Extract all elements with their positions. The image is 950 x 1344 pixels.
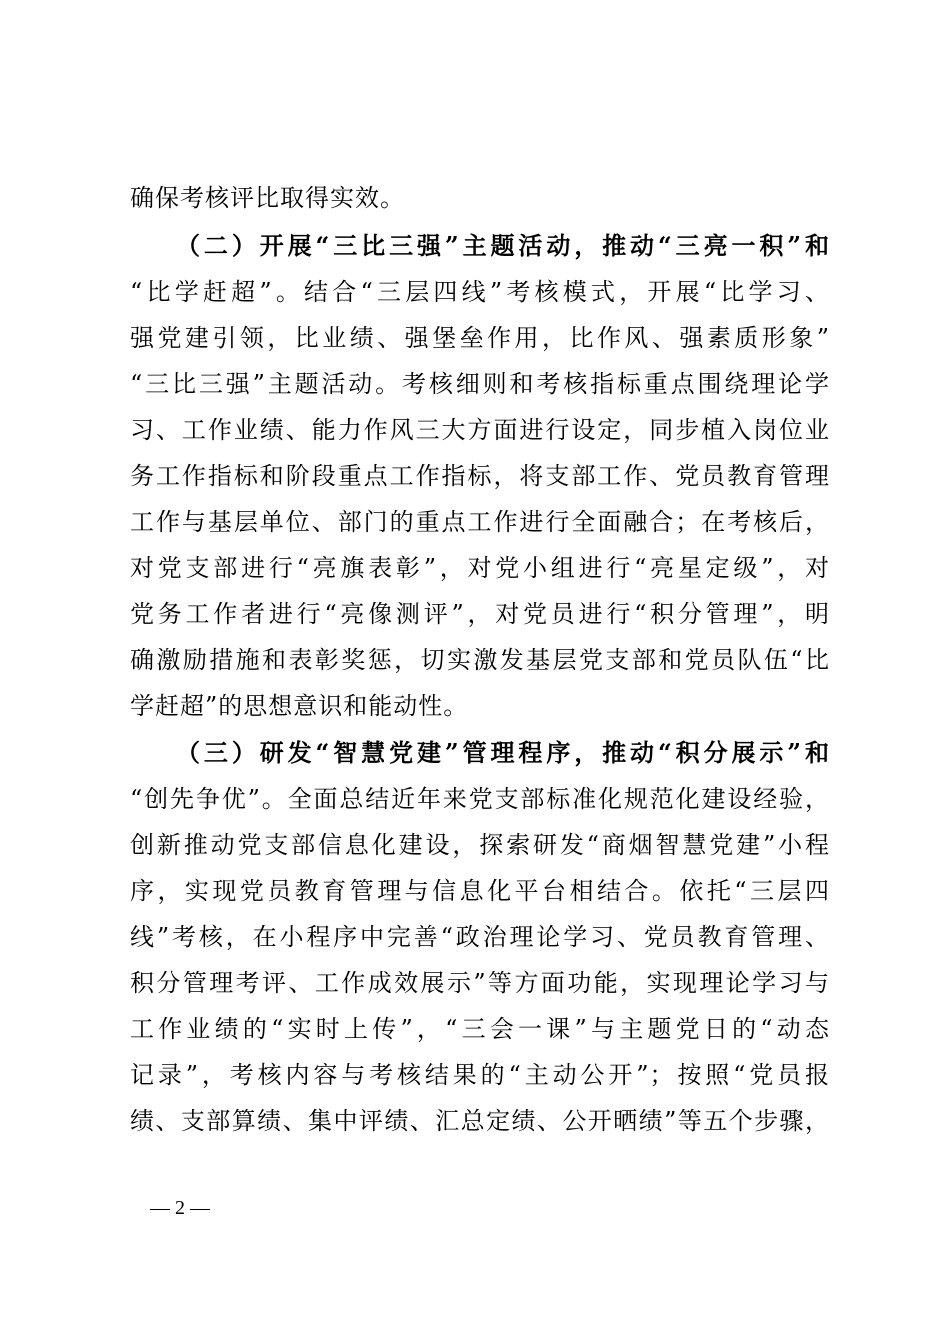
- text-line: 工作业绩的“实时上传”，“三会一课”与主题党日的“动态: [130, 1015, 830, 1043]
- text-line: 工作与基层单位、部门的重点工作进行全面融合；在考核后，: [130, 508, 830, 536]
- text-line: 序，实现党员教育管理与信息化平台相结合。依托“三层四: [130, 877, 830, 905]
- text-line: 学赶超”的思想意识和能动性。: [130, 692, 469, 720]
- text-line: 确激励措施和表彰奖惩，切实激发基层党支部和党员队伍“比: [130, 646, 830, 674]
- section-heading-2: （二）开展“三比三强”主题活动，推动“三亮一积”和: [176, 231, 830, 260]
- page-number: — 2 —: [150, 1197, 210, 1219]
- text-line: 务工作指标和阶段重点工作指标，将支部工作、党员教育管理: [130, 462, 830, 490]
- text-line: 习、工作业绩、能力作风三大方面进行设定，同步植入岗位业: [130, 416, 830, 444]
- text-line: “三比三强”主题活动。考核细则和考核指标重点围绕理论学: [130, 370, 830, 398]
- text-line: 绩、支部算绩、集中评绩、汇总定绩、公开晒绩”等五个步骤，: [130, 1107, 830, 1135]
- text-line: 线”考核，在小程序中完善“政治理论学习、党员教育管理、: [130, 923, 830, 951]
- text-line: 记录”，考核内容与考核结果的“主动公开”；按照“党员报: [130, 1061, 830, 1089]
- text-line: 对党支部进行“亮旗表彰”，对党小组进行“亮星定级”，对: [130, 554, 830, 582]
- text-line: 强党建引领，比业绩、强堡垒作用，比作风、强素质形象”: [130, 324, 830, 352]
- text-line: 党务工作者进行“亮像测评”，对党员进行“积分管理”，明: [130, 600, 830, 628]
- text-line: 确保考核评比取得实效。: [130, 184, 405, 212]
- text-line: 积分管理考评、工作成效展示”等方面功能，实现理论学习与: [130, 969, 830, 997]
- section-heading-3: （三）研发“智慧党建”管理程序，推动“积分展示”和: [176, 738, 830, 767]
- text-line: “创先争优”。全面总结近年来党支部标准化规范化建设经验，: [130, 785, 830, 813]
- text-line: “比学赶超”。结合“三层四线”考核模式，开展“比学习、: [130, 278, 830, 306]
- text-line: 创新推动党支部信息化建设，探索研发“商烟智慧党建”小程: [130, 831, 830, 859]
